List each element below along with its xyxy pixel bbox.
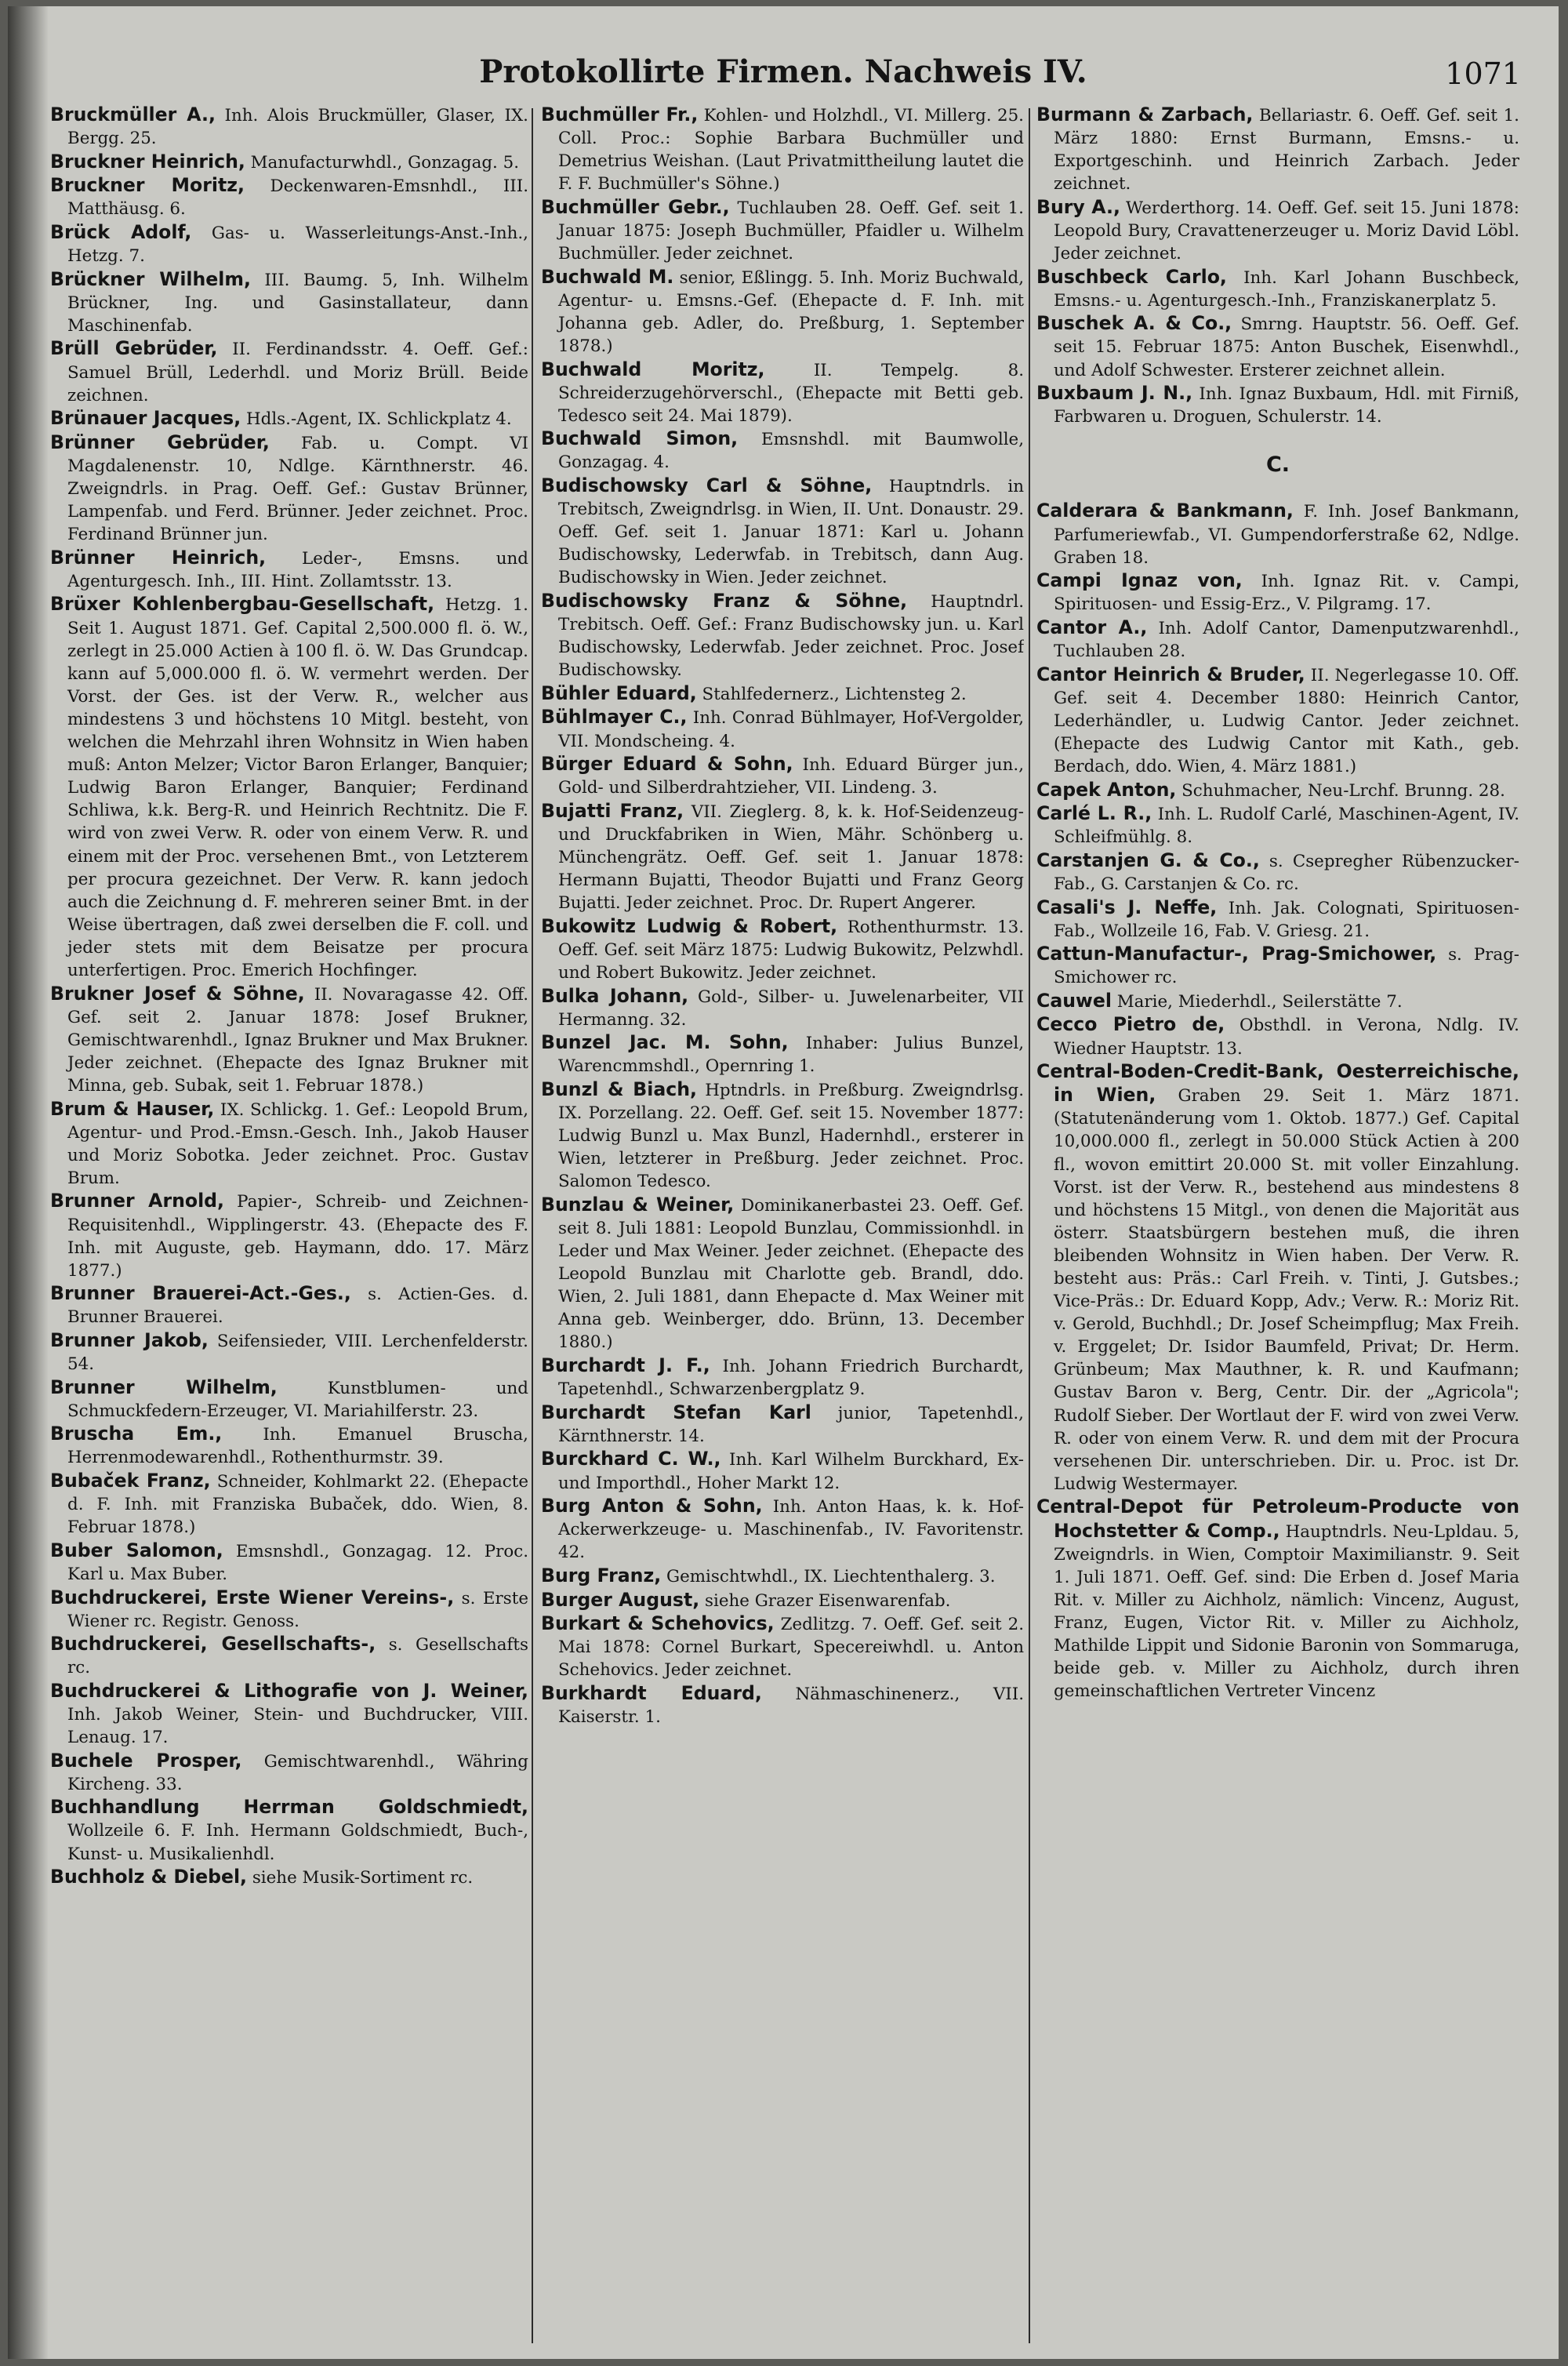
entry-details: III. Baumg. 5, Inh. Wilhelm Brückner, Ing. und Gasinstallateur, dann Maschinenfab. (67, 270, 528, 336)
directory-entry (541, 427, 1024, 474)
column-divider (1029, 108, 1030, 2343)
entry-details: Hauptndrl. Trebitsch. Oeff. Gef.: Franz Budischowsky jun. u. Karl Budischowsky, Lederwfab. Jeder zeichnet. Proc. Josef Budischowsky. (558, 591, 1024, 681)
firm-name: Buchwald M. (541, 265, 674, 288)
entry-details: Leder-, Emsns. und Agenturgesch. Inh., III. Hint. Zollamtsstr. 13. (67, 548, 528, 591)
entry-details: IX. Schlickg. 1. Gef.: Leopold Brum, Agentur- und Prod.-Emsn.-Gesch. Inh., Jakob Hauser und Moriz Sobotka. Jeder zeichnet. Proc. Gustav Brum. (67, 1099, 528, 1188)
directory-entry (50, 1539, 528, 1586)
firm-name: Burchardt J. F., (541, 1354, 710, 1377)
entry-details: Rothenthurmstr. 13. Oeff. Gef. seit März 1875: Ludwig Bukowitz, Pelzwhdl. und Robert Bukowitz. Jeder zeichnet. (558, 917, 1024, 983)
entry-details: Dominikanerbastei 23. Oeff. Gef. seit 8. Juli 1881: Leopold Bunzlau, Commissionhdl. in Leder und Max Weiner. Jeder zeichnet. (Ehepacte des Leopold Bunzlau mit Charlotte geb. Brandl, ddo. Wien, 2. Juli 1881, dann Ehepacte d. Max Weiner mit Anna geb. Weinberger, ddo. Brünn, 13. December 1880.) (558, 1195, 1024, 1353)
entry-details: s. Csepregher Rübenzucker-Fab., G. Carstanjen & Co. rc. (1054, 851, 1519, 894)
directory-entry (1036, 104, 1519, 195)
directory-entry (50, 221, 528, 267)
entry-details: Inhaber: Julius Bunzel, Warencmmshdl., Opernring 1. (558, 1034, 1024, 1077)
firm-name: Buchmüller Gebr., (541, 195, 730, 218)
entry-details: Inh. Adolf Cantor, Damenputzwarenhdl., Tuchlauben 28. (1054, 618, 1519, 661)
directory-entry (541, 1354, 1024, 1401)
directory-entry (50, 1680, 528, 1749)
firm-name: Cantor A., (1036, 616, 1148, 638)
firm-name: Buchmüller Fr., (541, 104, 699, 125)
directory-entry (541, 474, 1024, 589)
entry-details: Inh. Alois Bruckmüller, Glaser, IX. Bergg. 25. (67, 106, 528, 149)
firm-name: Bruscha Em., (50, 1423, 223, 1445)
entry-details: Inh. Eduard Bürger jun., Gold- und Silberdrahtzieher, VII. Lindeng. 3. (558, 755, 1024, 798)
directory-entry (541, 196, 1024, 265)
directory-entry (541, 358, 1024, 427)
directory-page (8, 6, 1559, 2359)
entry-details: s. Actien-Ges. d. Brunner Brauerei. (67, 1285, 528, 1328)
directory-entry (50, 268, 528, 337)
firm-name: Burg Franz, (541, 1564, 662, 1586)
entry-details: Gold-, Silber- u. Juwelenarbeiter, VII Hermanng. 32. (558, 987, 1024, 1030)
firm-name: Buschek A. & Co., (1036, 312, 1232, 335)
firm-name: Buchdruckerei, Gesellschafts-, (50, 1633, 376, 1655)
firm-name: Brück Adolf, (50, 220, 192, 243)
firm-name: Cecco Pietro de, (1036, 1013, 1225, 1036)
firm-name: Cantor Heinrich & Bruder, (1036, 663, 1305, 685)
firm-name: Bunzl & Biach, (541, 1078, 698, 1100)
entry-details: Deckenwaren-Emsnhdl., III. Matthäusg. 6. (67, 176, 528, 220)
firm-name: Burckhard C. W., (541, 1448, 721, 1470)
entry-details: Fab. u. Compt. VI Magdalenenstr. 10, Ndlge. Kärnthnerstr. 46. Zweigndrls. in Prag. Oeff. Gef.: Gustav Brünner, Lampenfab. und Ferd. Brünner. Jeder zeichnet. Proc. Ferdinand Brünner jun. (67, 433, 528, 545)
firm-name: Brunner Brauerei-Act.-Ges., (50, 1282, 351, 1305)
firm-name: Carstanjen G. & Co., (1036, 849, 1260, 871)
column-2 (541, 104, 1024, 2346)
firm-name: Burkart & Schehovics, (541, 1612, 775, 1635)
entry-details: Gemischtwhdl., IX. Liechtenthalerg. 3. (666, 1566, 996, 1586)
section-letter: C. (1265, 452, 1290, 478)
entry-details: II. Negerlegasse 10. Off. Gef. seit 4. December 1880: Heinrich Cantor, Lederhändler, u. Ludwig Cantor. Jeder zeichnet. (Ehepacte des Ludwig Cantor mit Kath., geb. Berdach, ddo. Wien, 4. März 1881.) (1054, 665, 1519, 776)
firm-name: Bunzlau & Weiner, (541, 1193, 735, 1216)
firm-name: Bruckner Heinrich, (50, 150, 245, 173)
entry-details: Hdls.-Agent, IX. Schlickplatz 4. (245, 409, 512, 430)
entry-details: F. Inh. Josef Bankmann, Parfumeriewfab., VI. Gumpendorferstraße 62, Ndlge. Graben 18. (1054, 502, 1519, 568)
entry-details: Werderthorg. 14. Oeff. Gef. seit 15. Juni 1878: Leopold Bury, Cravattenerzeuger u. Moriz David Löbl. Jeder zeichnet. (1054, 198, 1519, 264)
directory-entry (50, 407, 528, 431)
firm-name: Calderara & Bankmann, (1036, 500, 1294, 522)
firm-name: Capek Anton, (1036, 778, 1177, 801)
directory-entry (1036, 1060, 1519, 1496)
directory-entry (541, 753, 1024, 799)
directory-entry (50, 1866, 528, 1889)
directory-entry (541, 682, 1024, 706)
entry-details: Inh. Karl Wilhelm Burckhard, Ex- und Importhdl., Hoher Markt 12. (558, 1450, 1024, 1493)
directory-entry (541, 800, 1024, 914)
directory-entry (541, 104, 1024, 195)
directory-entry (1036, 266, 1519, 312)
firm-name: Carlé L. R., (1036, 802, 1152, 825)
directory-entry (541, 266, 1024, 358)
entry-details: Hetzg. 1. Seit 1. August 1871. Gef. Capital 2,500.000 fl. ö. W., zerlegt in 25.000 Actien à 100 fl. ö. W. Das Grundcap. kann auf 5,000.000 fl. ö. W. vermehrt werden. Der Vorst. der Ges. ist der Verw. R., welcher aus mindestens 3 und höchstens 10 Mitgl. besteht, von welchen die Mehrzahl ihren Wohnsitz in Wien haben muß: Anton Melzer; Victor Baron Erlanger, Banquier; Ludwig Baron Erlanger, Banquier; Ferdinand Schliwa, k.k. Berg-R. und Heinrich Rechtnitz. Die F. wird von zwei Verw. R. oder von einem Verw. R. und einem mit der Proc. versehenen Bmt., von Letzterem per procura gezeichnet. Der Verw. R. kann jedoch auch die Zeichnung d. F. mehreren seiner Bmt. in der Weise übertragen, daß zwei derselben die F. coll. und jeder stets mit dem Beisatze per procura unterfertigen. Proc. Emerich Hochfinger. (67, 595, 528, 980)
firm-name: Brückner Wilhelm, (50, 267, 251, 290)
entry-details: Smrng. Hauptstr. 56. Oeff. Gef. seit 15. Februar 1875: Anton Buschek, Eisenwhdl., und Adolf Schwester. Ersterer zeichnet allein. (1054, 314, 1519, 380)
entry-details: Marie, Miederhdl., Seilerstätte 7. (1116, 991, 1403, 1012)
firm-name: Brunner Wilhelm, (50, 1376, 278, 1398)
entry-details: II. Novaragasse 42. Off. Gef. seit 2. Januar 1878: Josef Brukner, Gemischtwarenhdl., Ignaz Brukner und Max Brukner. Jeder zeichnet. (Ehepacte des Ignaz Brukner mit Minna, geb. Subak, seit 1. Februar 1878.) (67, 984, 528, 1096)
firm-name: Buxbaum J. N., (1036, 382, 1193, 405)
directory-entry (1036, 569, 1519, 616)
firm-name: Brünner Heinrich, (50, 546, 267, 569)
entry-details: Inh. Conrad Bühlmayer, Hof-Vergolder, VII. Mondscheing. 4. (558, 708, 1024, 751)
firm-name: Brüll Gebrüder, (50, 337, 218, 360)
entry-details: Graben 29. Seit 1. März 1871. (Statutenänderung vom 1. Oktob. 1877.) Gef. Capital 10,000.000 fl., zerlegt in 50.000 Stück Actien à 200 fl., wovon emittirt 20.000 St. mit voller Einzahlung. Vorst. ist der Verw. R., bestehend aus mindestens 8 und höchstens 15 Mitgl., von denen die Majorität aus österr. Staatsbürgern bestehen muß, die ihren bleibenden Wohnsitz in Wien haben. Der Verw. R. besteht aus: Präs.: Carl Freih. v. Tinti, J. Gutsbes.; Vice-Präs.: Dr. Eduard Kopp, Adv.; Verw. R.: Moriz Rit. v. Gerold, Buchhdl.; Dr. Josef Scheimpflug; Max Freih. v. Erggelet; Dr. Isidor Baumfeld, Privat; Dr. Herm. Grünbeum; Max Mauthner, k. R. und Kaufmann; Gustav Baron v. Berg, Centr. Dir. der „Agricola"; Rudolf Sieber. Der Wortlaut der F. wird von zwei Verw. R. oder von einem Verw. R. und dem mit der Procura versehenen Dir. unterschrieben. Dir. u. Proc. ist Dr. Ludwig Westermayer. (1054, 1086, 1519, 1494)
firm-name: Brunner Arnold, (50, 1190, 225, 1212)
directory-entry (541, 915, 1024, 984)
directory-entry (1036, 849, 1519, 896)
firm-name: Cauwel (1036, 989, 1112, 1012)
directory-entry (50, 983, 528, 1097)
firm-name: Bühlmayer C., (541, 706, 688, 729)
firm-name: Central-Depot für Petroleum-Producte von Hochstetter & Comp., (1036, 1496, 1519, 1542)
directory-entry (1036, 663, 1519, 778)
entry-details: s. Prag-Smichower rc. (1054, 945, 1519, 988)
entry-details: Zedlitzg. 7. Oeff. Gef. seit 2. Mai 1878: Cornel Burkart, Specereiwhdl. u. Anton Schehovics. Jeder zeichnet. (558, 1615, 1024, 1681)
firm-name: Bruckmüller A., (50, 104, 216, 125)
firm-name: Bunzel Jac. M. Sohn, (541, 1031, 789, 1054)
entry-details: Inh. Karl Johann Buschbeck, Emsns.- u. Agenturgesch.-Inh., Franziskanerplatz 5. (1054, 267, 1519, 311)
entry-details: Tuchlauben 28. Oeff. Gef. seit 1. Januar 1875: Joseph Buchmüller, Pfaidler u. Wilhelm Buchmüller. Jeder zeichnet. (558, 198, 1024, 264)
entry-details: Gas- u. Wasserleitungs-Anst.-Inh., Hetzg. 7. (67, 223, 528, 267)
directory-entry (541, 1589, 1024, 1612)
firm-name: Brukner Josef & Söhne, (50, 982, 305, 1005)
directory-entry (541, 1682, 1024, 1728)
entry-details: Wollzeile 6. F. Inh. Hermann Goldschmiedt, Buch-, Kunst- u. Musikalienhdl. (67, 1821, 528, 1864)
directory-entry (50, 1282, 528, 1328)
directory-entry (50, 1329, 528, 1376)
directory-entry (1036, 1013, 1519, 1059)
firm-name: Brüxer Kohlenbergbau-Gesellschaft, (50, 593, 435, 616)
entry-details: Inh. Ignaz Rit. v. Campi, Spirituosen- und Essig-Erz., V. Pilgramg. 17. (1054, 572, 1519, 615)
firm-name: Buschbeck Carlo, (1036, 265, 1227, 288)
entry-details: Inh. Jakob Weiner, Stein- und Buchdrucker, VIII. Lenaug. 17. (67, 1704, 528, 1748)
directory-entry (541, 1448, 1024, 1494)
entry-details: Inh. L. Rudolf Carlé, Maschinen-Agent, IV. Schleifmühlg. 8. (1054, 805, 1519, 848)
directory-entry (50, 1190, 528, 1281)
directory-entry (50, 593, 528, 982)
entry-details: junior, Tapetenhdl., Kärnthnerstr. 14. (558, 1403, 1024, 1446)
directory-entry (1036, 196, 1519, 265)
firm-name: Casali's J. Neffe, (1036, 896, 1218, 918)
directory-entry (541, 590, 1024, 681)
firm-name: Budischowsky Franz & Söhne, (541, 589, 908, 612)
entry-details: Inh. Ignaz Buxbaum, Hdl. mit Firniß, Farbwaren u. Droguen, Schulerstr. 14. (1054, 384, 1519, 427)
page-number: 1071 (1445, 56, 1521, 91)
directory-entry (1036, 312, 1519, 381)
directory-entry (50, 1796, 528, 1865)
directory-entry (50, 1750, 528, 1796)
directory-entry (50, 104, 528, 150)
directory-entry (1036, 943, 1519, 989)
entry-details: Manufacturwhdl., Gonzagag. 5. (250, 152, 520, 173)
entry-details: Emsnshdl., Gonzagag. 12. Proc. Karl u. Max Buber. (67, 1541, 528, 1584)
directory-entry (541, 706, 1024, 752)
directory-entry (541, 1031, 1024, 1078)
entry-details: Inh. Jak. Colognati, Spirituosen-Fab., Wollzeile 16, Fab. V. Griesg. 21. (1054, 898, 1519, 941)
entry-details: Kohlen- und Holzhdl., VI. Millerg. 25. Coll. Proc.: Sophie Barbara Buchmüller und Demetrius Weishan. (Laut Privatmittheilung lautet die F. F. Buchmüller's Söhne.) (558, 106, 1024, 194)
entry-details: Emsnshdl. mit Baumwolle, Gonzagag. 4. (558, 430, 1024, 473)
firm-name: Campi Ignaz von, (1036, 569, 1243, 592)
firm-name: Bury A., (1036, 195, 1120, 218)
entry-details: siehe Musik-Sortiment rc. (252, 1868, 474, 1888)
page-binding-edge (8, 6, 49, 2359)
directory-entry (541, 1401, 1024, 1448)
entry-details: II. Tempelg. 8. Schreiderzugehörverschl., (Ehepacte mit Betti geb. Tedesco seit 24. Mai 1879). (558, 360, 1024, 426)
firm-name: Central-Boden-Credit-Bank, Oesterreichische, in Wien, (1036, 1060, 1519, 1107)
firm-name: Burchardt Stefan Karl (541, 1401, 811, 1423)
firm-name: Bürger Eduard & Sohn, (541, 753, 793, 776)
entry-details: Schuhmacher, Neu-Lrchf. Brunng. 28. (1181, 780, 1505, 801)
firm-name: Bühler Eduard, (541, 681, 697, 704)
firm-name: Bubaček Franz, (50, 1470, 211, 1492)
entry-details: Inh. Anton Haas, k. k. Hof-Ackerwerkzeuge- u. Maschinenfab., IV. Favoritenstr. 42. (558, 1497, 1024, 1563)
firm-name: Brunner Jakob, (50, 1328, 209, 1351)
entry-details: Seifensieder, VIII. Lerchenfelderstr. 54. (67, 1331, 528, 1375)
directory-entry (1036, 616, 1519, 663)
directory-entry (541, 1194, 1024, 1354)
column-1 (50, 104, 528, 2346)
entry-details: Hauptndrls. in Trebitsch, Zweigndrlsg. in Wien, II. Unt. Donaustr. 29. Oeff. Gef. seit 1. Januar 1871: Karl u. Johann Budischowsky, Lederwfab. in Trebitsch, dann Aug. Budischowsky in Wien. Jeder zeichnet. (558, 477, 1024, 588)
entry-details: Kunstblumen- und Schmuckfedern-Erzeuger, VI. Mariahilferstr. 23. (67, 1378, 528, 1421)
directory-entry (50, 1586, 528, 1633)
firm-name: Buber Salomon, (50, 1539, 223, 1561)
entry-details: Hptndrls. in Preßburg. Zweigndrlsg. IX. Porzellang. 22. Oeff. Gef. seit 15. November 1877: Ludwig Bunzl u. Max Bunzl, Hadernhdl., ersterer in Wien, letzterer in Preßburg. Jeder zeichnet. Proc. Salomon Tedesco. (558, 1080, 1024, 1192)
firm-name: Burg Anton & Sohn, (541, 1495, 763, 1517)
firm-name: Burger August, (541, 1588, 700, 1611)
entry-details: Nähmaschinenerz., VII. Kaiserstr. 1. (558, 1684, 1024, 1727)
entry-details: s. Erste Wiener rc. Registr. Genoss. (67, 1588, 528, 1631)
directory-entry (50, 337, 528, 406)
entry-details: siehe Grazer Eisenwarenfab. (705, 1590, 951, 1611)
directory-entry (1036, 896, 1519, 943)
entry-details: Inh. Johann Friedrich Burchardt, Tapetenhdl., Schwarzenbergplatz 9. (558, 1357, 1024, 1400)
firm-name: Burmann & Zarbach, (1036, 104, 1254, 125)
firm-name: Bruckner Moritz, (50, 174, 245, 197)
directory-entry (50, 1423, 528, 1469)
entry-details: Bellariastr. 6. Oeff. Gef. seit 1. März 1880: Ernst Burmann, Emsns.- u. Exportgeschinh. und Heinrich Zarbach. Jeder zeichnet. (1054, 106, 1519, 194)
firm-name: Brum & Hauser, (50, 1097, 215, 1120)
firm-name: Bujatti Franz, (541, 799, 684, 822)
directory-entry (50, 174, 528, 220)
firm-name: Burkhardt Eduard, (541, 1681, 762, 1704)
directory-entry (50, 1470, 528, 1539)
directory-entry (1036, 802, 1519, 849)
firm-name: Brünauer Jacques, (50, 407, 241, 430)
directory-entry (541, 1612, 1024, 1681)
entry-details: Gemischtwarenhdl., Währing Kircheng. 33. (67, 1751, 528, 1794)
firm-name: Buchele Prosper, (50, 1749, 242, 1772)
directory-entry (50, 431, 528, 546)
entry-details: Hauptndrls. Neu-Lpldau. 5, Zweigndrls. in Wien, Comptoir Maximilianstr. 9. Seit 1. Juli 1871. Oeff. Gef. sind: Die Erben d. Josef Maria Rit. v. Miller zu Aichholz, nämlich: Vincenz, August, Franz, Eugen, Victor Rit. v. Miller zu Aichholz, Mathilde Lippit und Sidonie Baronin von Sommaruga, beide geb. v. Miller zu Aichholz, durch ihren gemeinschaftlichen Vertreter Vincenz (1054, 1521, 1519, 1702)
directory-entry (50, 1376, 528, 1423)
directory-entry (541, 1078, 1024, 1193)
directory-entry (1036, 779, 1519, 802)
directory-entry (50, 151, 528, 174)
firm-name: Bukowitz Ludwig & Robert, (541, 914, 838, 937)
entry-details: Stahlfedernerz., Lichtensteg 2. (702, 684, 967, 704)
firm-name: Buchdruckerei, Erste Wiener Vereins-, (50, 1586, 455, 1608)
firm-name: Brünner Gebrüder, (50, 431, 270, 453)
entry-details: Papier-, Schreib- und Zeichnen-Requisitenhdl., Wipplingerstr. 43. (Ehepacte des F. Inh. mit Auguste, geb. Haymann, ddo. 17. März 1877.) (67, 1192, 528, 1281)
directory-entry (541, 985, 1024, 1031)
entry-details: Schneider, Kohlmarkt 22. (Ehepacte d. F. Inh. mit Franziska Bubaček, ddo. Wien, 8. Februar 1878.) (67, 1472, 528, 1538)
entry-details: senior, Eßlingg. 5. Inh. Moriz Buchwald, Agentur- u. Emsns.-Gef. (Ehepacte d. F. Inh. mit Johanna geb. Adler, do. Preßburg, 1. September 1878.) (558, 267, 1024, 356)
entry-details: s. Gesellschafts rc. (67, 1635, 528, 1678)
directory-entry (1036, 382, 1519, 428)
directory-entry (541, 1565, 1024, 1588)
entry-details: VII. Zieglerg. 8, k. k. Hof-Seidenzeug- und Druckfabriken in Wien, Mähr. Schönberg u. Münchengrätz. Oeff. Gef. seit 1. Januar 1878: Hermann Bujatti, Theodor Bujatti und Franz Georg Bujatti. Jeder zeichnet. Proc. Dr. Rupert Angerer. (558, 801, 1024, 914)
directory-entry (50, 547, 528, 593)
firm-name: Buchwald Moritz, (541, 358, 765, 380)
directory-entry (541, 1495, 1024, 1564)
page-title: Protokollirte Firmen. Nachweis IV. (479, 53, 1087, 90)
entry-details: II. Ferdinandsstr. 4. Oeff. Gef.: Samuel Brüll, Lederhdl. und Moriz Brüll. Beide zeichnen. (67, 340, 528, 405)
firm-name: Buchholz & Diebel, (50, 1866, 248, 1888)
column-3 (1036, 104, 1519, 2346)
directory-entry (1036, 500, 1519, 569)
firm-name: Buchhandlung Herrman Goldschmiedt, (50, 1796, 528, 1819)
entry-details: Inh. Emanuel Bruscha, Herrenmodewarenhdl., Rothenthurmstr. 39. (67, 1425, 528, 1468)
firm-name: Budischowsky Carl & Söhne, (541, 474, 873, 496)
directory-entry (1036, 1496, 1519, 1703)
entry-details: Obsthdl. in Verona, Ndlg. IV. Wiedner Hauptstr. 13. (1054, 1016, 1519, 1059)
directory-entry (50, 1633, 528, 1679)
firm-name: Bulka Johann, (541, 984, 689, 1007)
directory-entry (1036, 990, 1519, 1013)
column-divider (532, 108, 533, 2343)
firm-name: Buchdruckerei & Lithografie von J. Weiner, (50, 1679, 528, 1702)
firm-name: Cattun-Manufactur-, Prag-Smichower, (1036, 943, 1437, 965)
directory-entry (50, 1098, 528, 1190)
firm-name: Buchwald Simon, (541, 427, 739, 450)
